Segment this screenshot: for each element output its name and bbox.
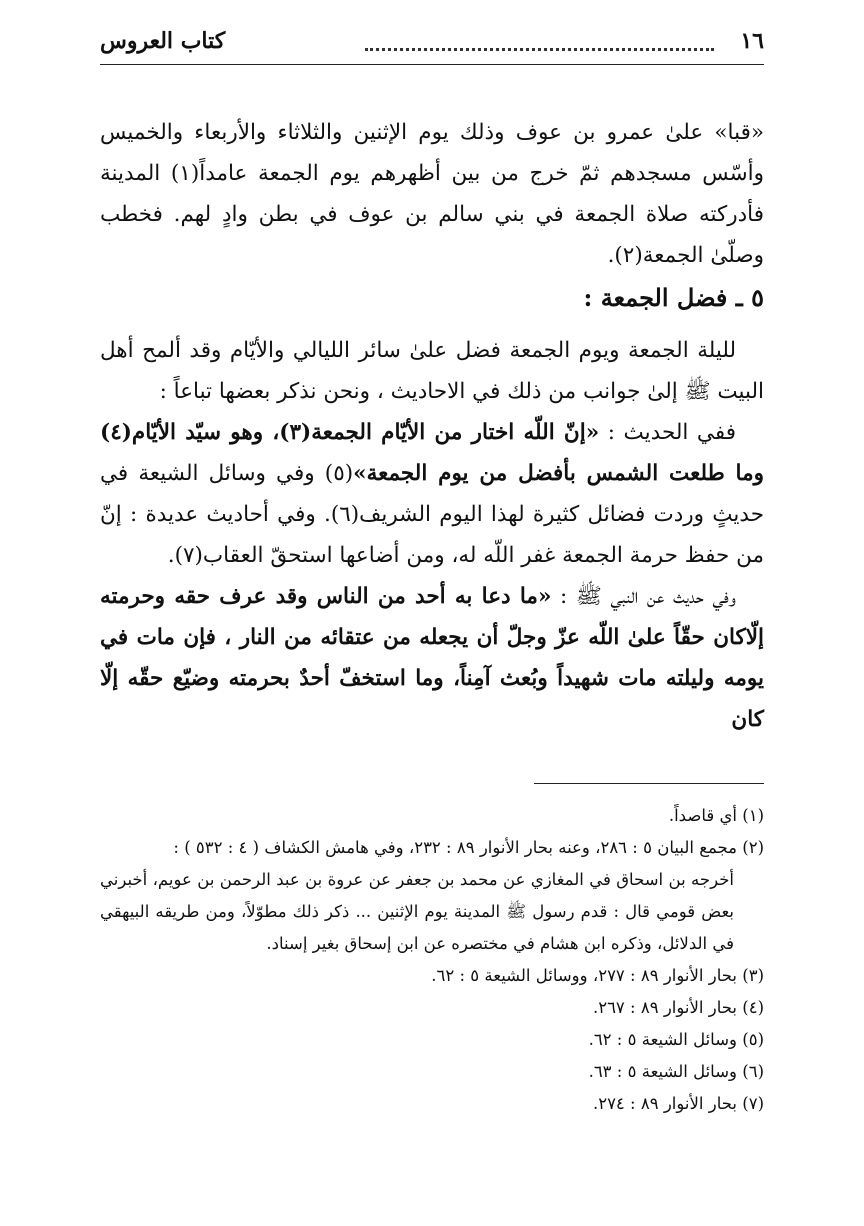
footnote-number: (٦) (742, 1062, 764, 1081)
footnote-separator (534, 783, 764, 784)
paragraph-text: «قبا» علىٰ عمرو بن عوف وذلك يوم الإثنين والثلاثاء والأربعاء والخميس وأسّس مسجدهم ثمّ خرج من بين أظهرهم يوم الجمعة عامداً(١) المدينة فأدركته صلاة الجمعة في بني سالم بن عوف في بطن وادٍ لهم. فخطب وصلّىٰ الجمعة(٢). (100, 120, 764, 268)
footnote-number: (٣) (742, 966, 764, 985)
footnote-text: بحار الأنوار ٨٩ : ٢٦٧. (592, 998, 737, 1017)
footnote-text: بحار الأنوار ٨٩ : ٢٧٧، ووسائل الشيعة ٥ : ٦٢. (431, 966, 737, 985)
section-intro-paragraph: لليلة الجمعة ويوم الجمعة فضل علىٰ سائر الليالي والأيّام وقد ألمح أهل البيت ﷺ إلىٰ جوانب من ذلك في الاحاديث ، ونحن نذكر بعضها تباعاً : (100, 338, 764, 404)
footnote-number: (١) (742, 806, 764, 825)
footnote-number: (٤) (742, 998, 764, 1017)
footnote (100, 1088, 764, 1120)
footnote-text: أي قاصداً. (668, 806, 737, 825)
section-heading: ٥ ـ فضل الجمعة : (583, 283, 764, 312)
footnote (100, 832, 764, 864)
footnote-number: (٥) (742, 1030, 764, 1049)
footnote (100, 1024, 764, 1056)
footnote-text: بحار الأنوار ٨٩ : ٢٧٤. (592, 1094, 737, 1113)
page-number: ١٦ (740, 28, 764, 54)
prophet-hadith-intro: وفي حديث عن النبي ﷺ : (551, 584, 737, 609)
running-header (100, 28, 764, 65)
footnote-text: وسائل الشيعة ٥ : ٦٣. (588, 1062, 737, 1081)
hadith-continuation: (٥) وفي وسائل الشيعة في حديثٍ وردت فضائل كثيرة لهذا اليوم الشريف(٦). وفي أحاديث عديدة : إنّ من حفظ حرمة الجمعة غفر اللّه له، ومن أضاعها استحقّ العقاب(٧). (100, 461, 764, 568)
footnote-text: وسائل الشيعة ٥ : ٦٢. (588, 1030, 737, 1049)
footnote (100, 800, 764, 832)
footnote-number: (٧) (742, 1094, 764, 1113)
hadith-quote: «إنّ اللّه اختار من الأيّام الجمعة(٣)، وهو سيّد الأيّام(٤) وما طلعت الشمس بأفضل من يوم الجمعة» (100, 420, 765, 486)
prophet-hadith-quote: «ما دعا به أحد من الناس وقد عرف حقه وحرمته إلّاكان حقّاً علىٰ اللّه عزّ وجلّ أن يجعله من عتقائه من النار ، فإن مات في يومه وليلته مات شهيداً وبُعث آمِناً، وما استخفّ أحدٌ بحرمته وضيّع حقّه إلّا كان (100, 584, 764, 732)
footnote-number: (٢) (742, 838, 764, 857)
prophet-hadith-paragraph (100, 576, 764, 740)
book-title: كتاب العروس (100, 28, 226, 54)
section-body (100, 330, 764, 740)
hadith-paragraph (100, 412, 764, 576)
footnote (100, 1056, 764, 1088)
footnote-continuation: أخرجه بن اسحاق في المغازي عن محمد بن جعفر عن عروة بن عبد الرحمن بن عويم، أخبرني بعض قومي قال : قدم رسول ﷺ المدينة يوم الإثنين ... ذكر ذلك مطوّلاً، ومن طريقه البيهقي في الدلائل، وذكره ابن هشام في مختصره عن ابن إسحاق بغير إسناد. (100, 870, 734, 953)
footnotes (100, 800, 764, 1120)
footnote-text: مجمع البيان ٥ : ٢٨٦، وعنه بحار الأنوار ٨٩ : ٢٣٢، وفي هامش الكشاف ( ٤ : ٥٣٢ ) : (173, 838, 737, 857)
footnote (100, 960, 764, 992)
hadith-intro: ففي الحديث : (599, 420, 737, 445)
footnote (100, 992, 764, 1024)
header-dot-leader (365, 40, 714, 51)
opening-paragraph (100, 112, 764, 276)
